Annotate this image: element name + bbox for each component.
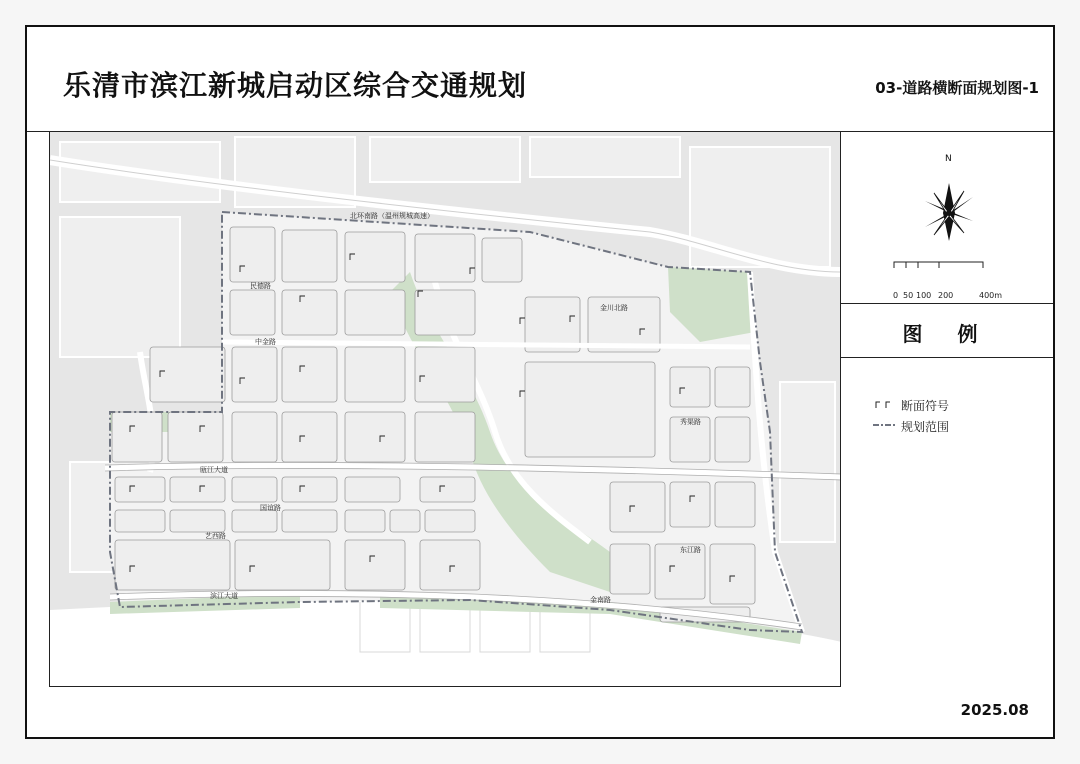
road-label-oujiang: 瓯江大道: [200, 466, 228, 474]
title-bar: [27, 27, 1053, 132]
compass-scale-panel: [841, 131, 1053, 304]
legend-divider: [841, 357, 1053, 358]
map-area[interactable]: [49, 131, 841, 687]
map-canvas: [50, 132, 841, 687]
compass-north-label: N: [945, 154, 952, 164]
legend-item-section: [901, 397, 949, 414]
scale-tick-0: 0: [893, 291, 899, 300]
scale-tick-50: 50: [903, 291, 914, 300]
scale-bar: [891, 256, 1021, 286]
legend-label-boundary: 规划范围: [901, 420, 950, 434]
road-label-jinchuan-n: 金川北路: [600, 304, 628, 312]
road-label-dongjiang: 东江路: [680, 546, 701, 554]
legend-label-section: 断面符号: [901, 399, 950, 413]
road-label-binjiang: 滨江大道: [210, 592, 238, 600]
plan-date: 2025.08: [960, 701, 1029, 719]
scale-tick-400m: 400m: [979, 291, 1003, 300]
legend-item-boundary: [901, 418, 949, 435]
legend-title: 图 例: [902, 322, 992, 346]
road-label-guoyi: 国谊路: [260, 504, 281, 512]
scale-tick-200: 200: [938, 291, 954, 300]
drawing-frame: [25, 25, 1055, 739]
road-label-yixi: 艺西路: [205, 532, 226, 540]
road-label-north-ring: 北环南路（温州规城高速）: [350, 212, 434, 220]
boundary-line-icon: [873, 420, 897, 430]
sheet-subtitle: 03-道路横断面规划图-1: [875, 79, 1039, 97]
road-label-xiuqu: 秀渠路: [680, 418, 701, 426]
scale-tick-100: 100: [916, 291, 932, 300]
side-panel: [840, 131, 1053, 687]
section-marker-icon: [873, 399, 897, 409]
road-label-minde: 民德路: [250, 282, 271, 290]
plan-title: 乐清市滨江新城启动区综合交通规划: [63, 69, 528, 102]
road-label-jinnan: 金南路: [590, 596, 611, 604]
road-label-zhongjin: 中金路: [255, 338, 276, 346]
